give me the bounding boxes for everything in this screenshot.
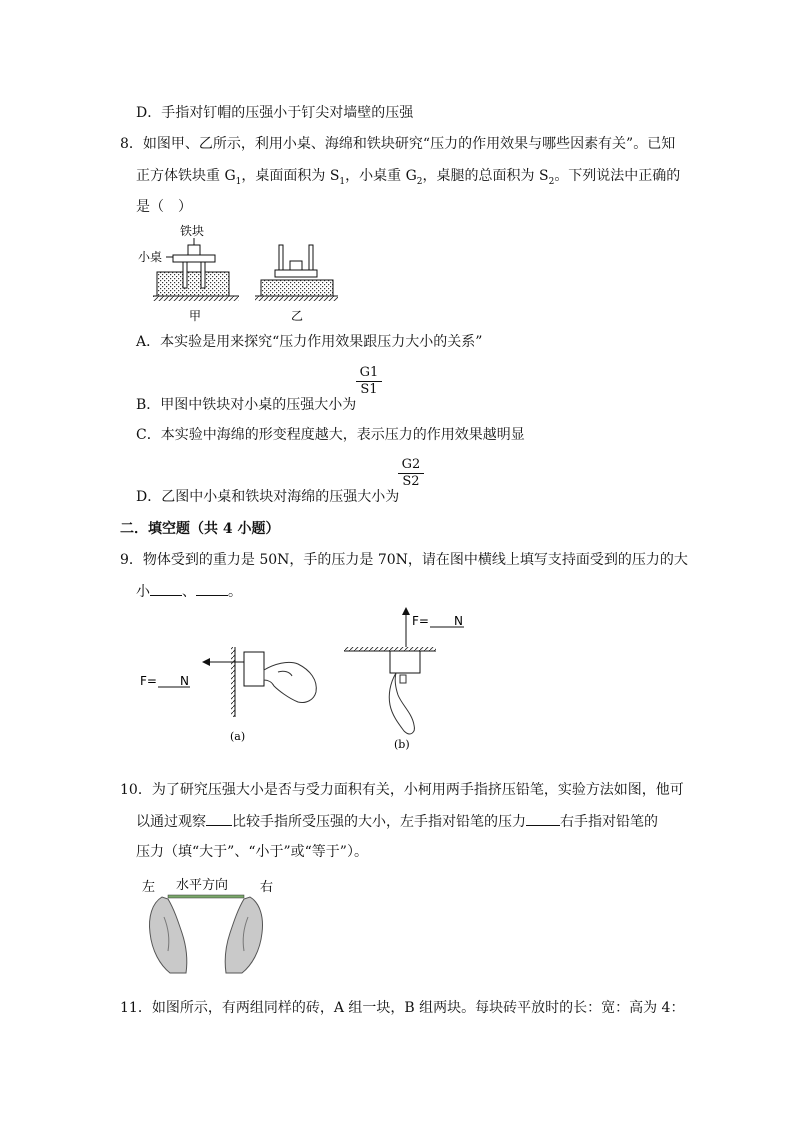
q9-stem-line2: 小 、 。 — [136, 581, 242, 602]
fig-b-block — [390, 651, 420, 673]
fig-a-force-label: F= — [140, 674, 157, 688]
q9-blank-2[interactable] — [196, 581, 228, 596]
fig-b-unit: N — [454, 614, 463, 628]
q8-option-b-fraction: $\frac{G1}{S1}$ — [356, 365, 382, 398]
fig-left-label: 左 — [142, 880, 156, 895]
fig-b-force-label: F= — [412, 614, 429, 628]
q9-stem-line1: 9．物体受到的重力是 50N，手的压力是 70N，请在图中横线上填写支持面受到的压力的大 — [120, 552, 688, 568]
label-iron-block: 铁块 — [180, 224, 205, 238]
q8-stem-line2: 正方体铁块重 $G_1$，桌面面积为 $S_1$，小桌重 $G_2$，桌腿的总面积为 $S_2$。下列说法中正确的 — [136, 168, 681, 187]
q10-blank-1[interactable] — [206, 811, 232, 826]
label-jia: 甲 — [189, 309, 202, 323]
q8-option-a: A．本实验是用来探究“压力作用效果跟压力大小的关系” — [136, 334, 483, 350]
q8-stem-line1: 8．如图甲、乙所示，利用小桌、海绵和铁块研究“压力的作用效果与哪些因素有关”。已知 — [120, 136, 676, 152]
q8-option-d: D．乙图中小桌和铁块对海绵的压强大小为 — [136, 489, 400, 505]
q8-option-b: B．甲图中铁块对小桌的压强大小为 — [136, 397, 357, 413]
fig-a-hand — [264, 662, 316, 702]
q8-stem-line3: 是（ ） — [136, 199, 192, 215]
iron-block-yi — [290, 261, 302, 270]
q10-stem-line1: 10．为了研究压强大小是否与受力面积有关，小柯用两手指挤压铅笔，实验方法如图，他可 — [120, 782, 684, 798]
fig-b-caption: (b) — [394, 738, 410, 751]
fig-b-arrow — [402, 607, 410, 615]
sponge-yi — [261, 280, 333, 296]
pencil — [168, 895, 244, 898]
fig-a-block — [244, 652, 264, 686]
table-top-yi — [275, 270, 317, 277]
q10-blank-2[interactable] — [526, 811, 560, 826]
label-small-table: 小桌 — [138, 250, 163, 264]
fig-direction-label: 水平方向 — [176, 878, 229, 893]
table-top-jia — [173, 255, 215, 262]
q8-option-c: C．本实验中海绵的形变程度越大，表示压力的作用效果越明显 — [136, 427, 525, 443]
q8-option-d-fraction: $\frac{G2}{S2}$ — [398, 457, 424, 490]
iron-block-jia — [188, 245, 200, 255]
q10-stem-line2: 以通过观察 比较手指所受压强的大小，左手指对铅笔的压力 右手指对铅笔的 — [136, 811, 658, 832]
label-yi: 乙 — [291, 309, 304, 323]
fig-a-arrow — [202, 658, 210, 666]
q9-figure-b — [340, 605, 480, 753]
section-heading: 二．填空题（共 4 小题） — [120, 521, 280, 537]
sponge-jia — [157, 272, 229, 296]
fig-a-unit: N — [180, 674, 189, 688]
q11-stem-line1: 11．如图所示，有两组同样的砖，A 组一块，B 组两块。每块砖平放时的长：宽：高为 4： — [120, 1000, 685, 1016]
q10-stem-line3: 压力（填“大于”、“小于”或“等于”）。 — [136, 844, 368, 860]
q8-figure — [138, 222, 338, 326]
q7-option-d: D．手指对钉帽的压强小于钉尖对墙壁的压强 — [136, 105, 414, 121]
q9-blank-1[interactable] — [150, 581, 182, 596]
fig-a-caption: (a) — [230, 730, 246, 743]
q9-figure-a — [138, 642, 328, 748]
fig-right-label: 右 — [260, 880, 274, 895]
q10-figure — [138, 873, 288, 979]
